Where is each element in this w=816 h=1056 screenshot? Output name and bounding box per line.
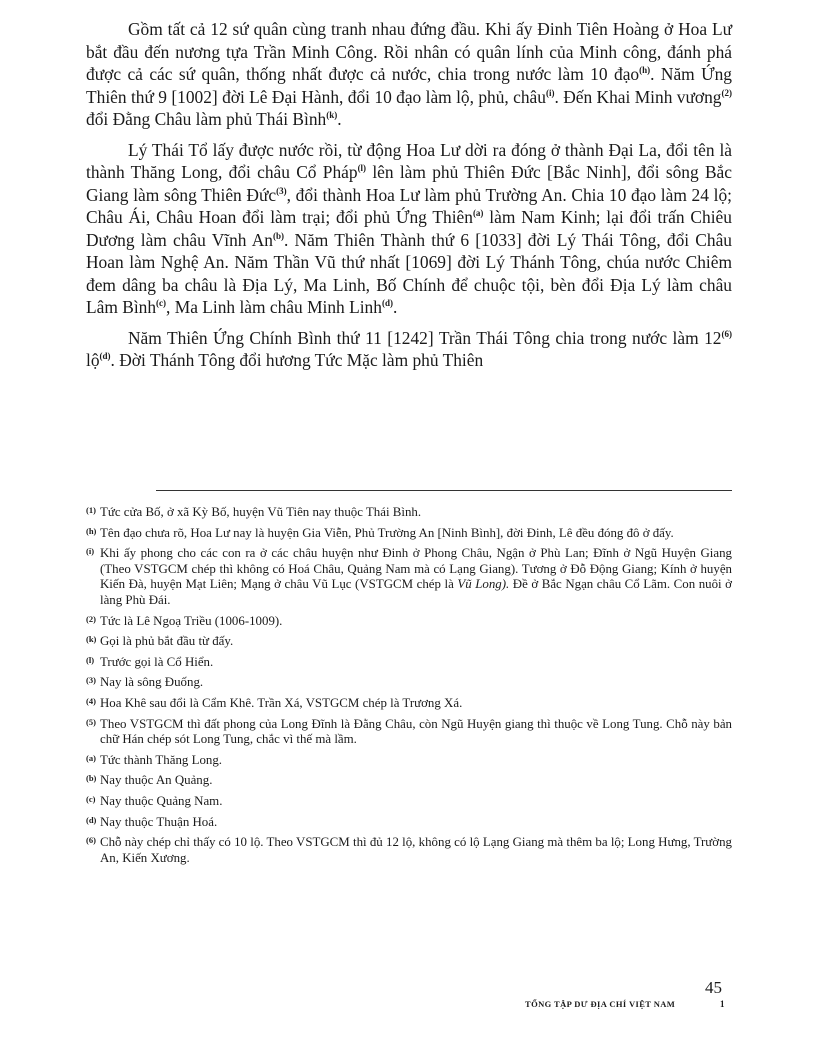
- footnote-text: Nay thuộc Quảng Nam.: [100, 793, 223, 808]
- body-text-run: Lý Thái Tổ lấy được nước rồi, từ động Hoa Lư dời ra đóng ở thành Đại La, đổi tên là thành Thăng Long, đổi châu Cổ Pháp: [86, 139, 732, 182]
- footnote-text: Chỗ này chép chỉ thấy có 10 lộ. Theo VSTGCM thì đủ 12 lộ, không có lộ Lạng Giang mà thêm ba lộ; Long Hưng, Trường An, Kiến Xương.: [100, 835, 732, 865]
- body-text-run: , đổi thành Hoa Lư làm phủ Trường An. Chia 10 đạo làm 24 lộ; Châu Ái, Châu Hoan đổi làm trại; đổi phủ Ứng Thiên: [86, 184, 732, 227]
- body-text-run: đổi Đằng Châu làm phủ Thái Bình: [86, 109, 327, 129]
- footnote-text: Theo VSTGCM thì đất phong của Long Đĩnh là Đằng Châu, còn Ngũ Huyện giang thì thuộc về Long Tung. Chỗ này bản chữ Hán chép sót Long Tung, chắc vì thế mà lầm.: [100, 716, 732, 747]
- footnote-reference: (h): [639, 65, 651, 75]
- footnote-text: Trước gọi là Cổ Hiển.: [100, 654, 214, 669]
- body-text-run: lên làm phủ Thiên Đức [Bắc Ninh], đổi sông Bắc Giang làm sông Thiên Đức: [86, 162, 732, 205]
- body-text-run: .: [392, 297, 398, 317]
- footnote-text: Khi ấy phong cho các con ra ở các châu huyện như Đinh ở Phong Châu, Ngận ở Phù Lan; Đĩnh ở Ngũ Huyện Giang (Theo VSTGCM chép thì không có Hoá Châu, Quảng Nam mà có Lạng Giang). Tương ở Đỗ Động Giang; Kính ở huyện Kiến Đà, huyện Mạt Liên; Mạng ở châu Vũ Lục (VSTGCM chép là: [100, 546, 732, 592]
- page-number: 45: [705, 978, 722, 997]
- footnote: [86, 717, 732, 748]
- footnote-reference: (c): [156, 298, 167, 308]
- body-paragraph: [86, 18, 732, 131]
- running-footer-volume: 1: [720, 999, 725, 1009]
- footnote-marker: (d): [86, 814, 97, 825]
- footnote-text: Hoa Khê sau đổi là Cẩm Khê. Trần Xá, VSTGCM chép là Trương Xá.: [100, 695, 463, 710]
- footnote-marker: (c): [86, 793, 96, 804]
- footnote-text: Tên đạo chưa rõ, Hoa Lư nay là huyện Gia Viễn, Phủ Trường An [Ninh Bình], đời Đinh, Lê đều đóng đô ở đấy.: [100, 525, 674, 540]
- footnote-reference: (k): [326, 110, 338, 120]
- footnote-text: Gọi là phủ bắt đầu từ đấy.: [100, 634, 234, 649]
- body-text-run: . Năm Ứng Thiên thứ 9 [1002] đời Lê Đại Hành, đổi 10 đạo làm lộ, phủ, châu: [86, 64, 733, 107]
- footnote-marker: (5): [86, 716, 96, 727]
- footnote-marker: (i): [86, 546, 95, 557]
- footnote: [86, 794, 732, 810]
- footnote-marker: (4): [86, 695, 96, 706]
- footnote-reference: (a): [472, 208, 484, 218]
- footnote-marker: (b): [86, 773, 97, 784]
- footnote-text: Nay là sông Đuống.: [100, 675, 204, 690]
- body-paragraph: [86, 327, 732, 372]
- footnote-marker: (2): [86, 613, 96, 624]
- footnote-text: Nay thuộc An Quảng.: [100, 773, 213, 788]
- footnote-reference: (b): [272, 230, 284, 241]
- footnote: [86, 773, 732, 789]
- footnote: [86, 505, 732, 521]
- body-text-run: lộ: [86, 350, 100, 370]
- body-text-run: Gồm tất cả 12 sứ quân cùng tranh nhau đứng đầu. Khi ấy Đinh Tiên Hoàng ở Hoa Lư bắt đầu đến nương tựa Trần Minh Công. Rồi nhân có quân lính của Minh công, đánh phá được cả các sứ quân, thống nhất được cả nước, chia trong nước làm 10 đạo: [86, 19, 732, 84]
- footnote-marker: (1): [86, 505, 96, 515]
- footnote-text-continued: Đề ở Bắc Ngạn châu Cổ Lãm. Con nuôi ở làng Phù Đái.: [100, 577, 732, 607]
- footnote-marker: (h): [86, 525, 97, 536]
- footnote-marker: (6): [86, 835, 96, 846]
- footnote-text: Nay thuộc Thuận Hoá.: [100, 814, 218, 829]
- footnote-reference: (6): [721, 328, 732, 339]
- footnote: [86, 835, 732, 866]
- footnote-reference: (3): [276, 185, 287, 196]
- footnote: [86, 546, 732, 608]
- footnote-reference: (2): [721, 87, 732, 98]
- body-text: [86, 18, 732, 380]
- footnote-reference: (d): [99, 351, 111, 361]
- footnote: [86, 696, 732, 712]
- body-text-run: làm Nam Kinh; lại đổi trấn Chiêu Dương làm châu Vĩnh An: [86, 207, 732, 250]
- body-text-run: . Đến Khai Minh vương: [554, 86, 722, 107]
- footnote-reference: (i): [545, 87, 555, 98]
- footnote-marker: (l): [86, 654, 95, 665]
- footnote-marker: (k): [86, 634, 97, 645]
- footnote-text: Tức là Lê Ngoạ Triều (1006-1009).: [100, 613, 283, 628]
- footnote: [86, 526, 732, 542]
- footnote: [86, 753, 732, 769]
- body-paragraph: [86, 139, 732, 319]
- footnote: [86, 614, 732, 630]
- body-text-run: . Năm Thiên Thành thứ 6 [1033] đời Lý Thái Tông, đổi Châu Hoan làm Nghệ An. Năm Thần Vũ thứ nhất [1069] đời Lý Thánh Tông, chúa nước Chiêm đem dâng ba châu là Địa Lý, Ma Linh, Bố Chính để chuộc tội, bèn đổi Địa Lý làm châu Lâm Bình: [86, 229, 732, 317]
- running-footer-title: TỔNG TẬP DƯ ĐỊA CHÍ VIỆT NAM: [525, 999, 676, 1009]
- footnotes: [86, 505, 732, 871]
- footnote-text: Tức cửa Bố, ở xã Kỳ Bố, huyện Vũ Tiên nay thuộc Thái Bình.: [100, 505, 422, 519]
- body-text-run: .: [337, 109, 342, 129]
- body-text-run: . Đời Thánh Tông đổi hương Tức Mặc làm phủ Thiên: [110, 350, 484, 370]
- footnote: [86, 675, 732, 691]
- body-text-run: Năm Thiên Ứng Chính Bình thứ 11 [1242] Trần Thái Tông chia trong nước làm 12: [128, 327, 722, 348]
- footnote-separator: [156, 490, 732, 491]
- footnote-marker: (3): [86, 675, 96, 686]
- footnote-reference: (l): [357, 163, 367, 173]
- footnote-marker: (a): [86, 752, 96, 763]
- footnote-italic-text: Vũ Long).: [457, 577, 510, 592]
- footnote: [86, 655, 732, 671]
- footnote-text: Tức thành Thăng Long.: [100, 752, 223, 767]
- body-text-run: , Ma Linh làm châu Minh Linh: [166, 297, 382, 317]
- footnote: [86, 815, 732, 831]
- footnote: [86, 634, 732, 650]
- footnote-reference: (d): [381, 298, 393, 308]
